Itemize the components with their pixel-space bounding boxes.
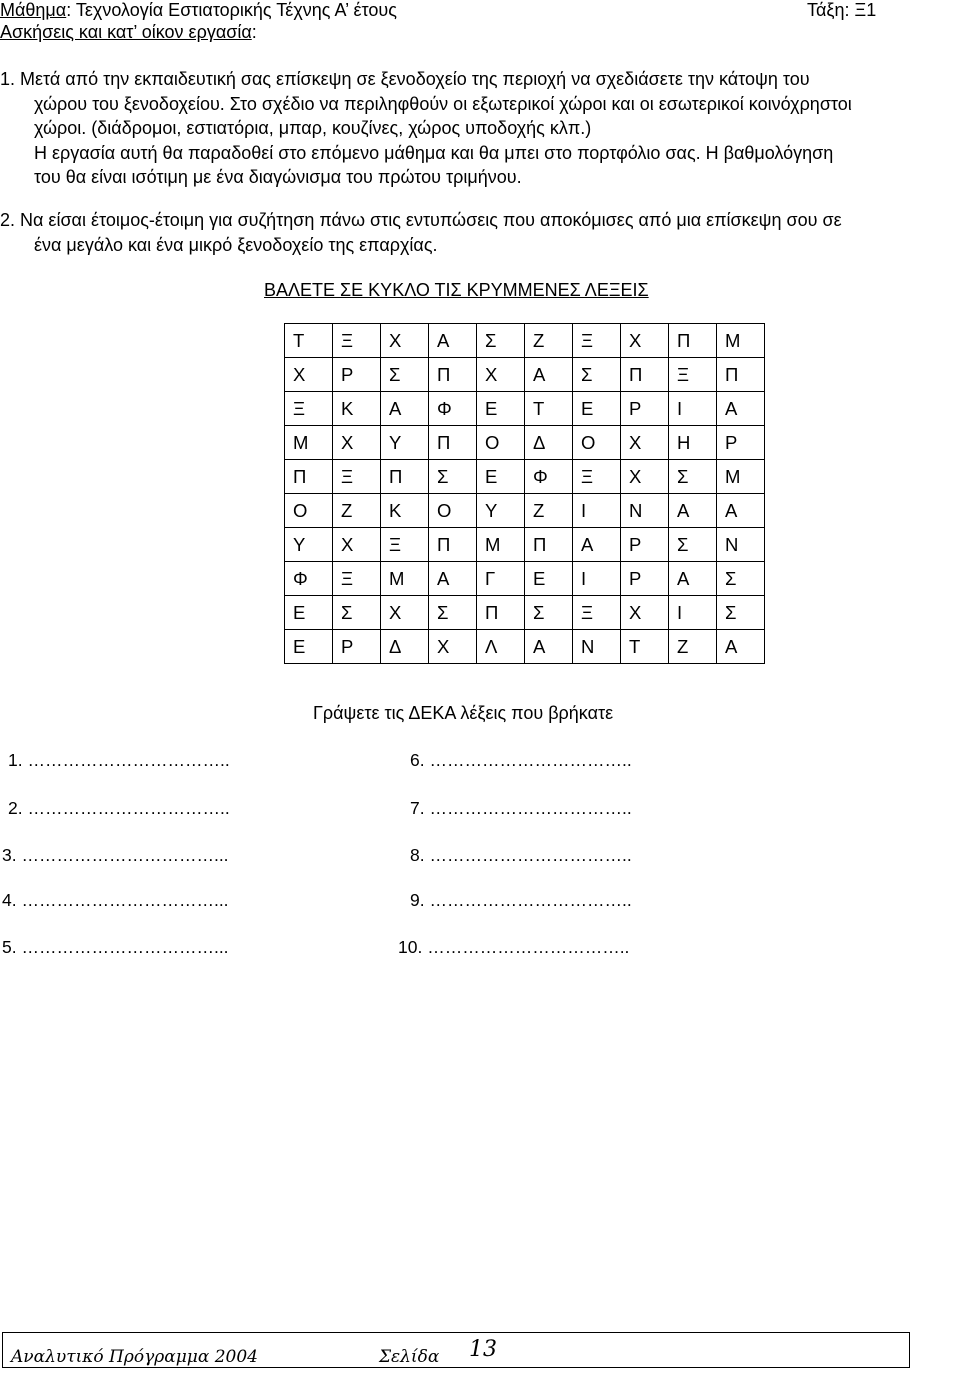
grid-cell[interactable]: Σ: [429, 460, 477, 494]
grid-cell[interactable]: Α: [669, 494, 717, 528]
grid-cell[interactable]: Ε: [573, 392, 621, 426]
exercise-1: [0, 67, 960, 190]
grid-cell[interactable]: Ι: [573, 562, 621, 596]
page-footer: [2, 1332, 910, 1368]
grid-cell[interactable]: Χ: [621, 324, 669, 358]
answer-line-7: 7. ……………………………..: [410, 798, 632, 818]
grid-cell[interactable]: Μ: [717, 460, 765, 494]
grid-cell[interactable]: Σ: [669, 460, 717, 494]
answer-line-9: 9. ……………………………..: [410, 890, 632, 910]
homework-colon: :: [251, 22, 257, 42]
answer-line-2: 2. ……………………………..: [8, 798, 230, 818]
grid-cell[interactable]: Μ: [717, 324, 765, 358]
grid-cell[interactable]: Χ: [285, 358, 333, 392]
exercise-2-line: ένα μεγάλο και ένα μικρό ξενοδοχείο της επαρχίας.: [34, 234, 438, 255]
grid-cell[interactable]: Π: [621, 358, 669, 392]
grid-cell[interactable]: Ρ: [333, 630, 381, 664]
grid-cell[interactable]: Ν: [621, 494, 669, 528]
grid-cell[interactable]: Ξ: [573, 596, 621, 630]
grid-cell[interactable]: Ξ: [573, 324, 621, 358]
answer-line-4: 4. ……………………………...: [2, 890, 229, 910]
grid-cell[interactable]: Χ: [621, 426, 669, 460]
exercise-1-line: του θα είναι ισότιμη με ένα διαγώνισμα του πρώτου τριμήνου.: [34, 167, 522, 187]
grid-row: [285, 528, 765, 562]
grid-cell[interactable]: Α: [717, 494, 765, 528]
grid-cell[interactable]: Π: [381, 460, 429, 494]
grid-cell[interactable]: Δ: [381, 630, 429, 664]
grid-cell[interactable]: Ρ: [717, 426, 765, 460]
grid-cell[interactable]: Χ: [333, 426, 381, 460]
grid-cell[interactable]: Ο: [477, 426, 525, 460]
grid-cell[interactable]: Ε: [477, 460, 525, 494]
grid-cell[interactable]: Χ: [333, 528, 381, 562]
grid-cell[interactable]: Ε: [525, 562, 573, 596]
grid-cell[interactable]: Υ: [381, 426, 429, 460]
grid-cell[interactable]: Υ: [477, 494, 525, 528]
grid-cell[interactable]: Χ: [429, 630, 477, 664]
grid-row: [285, 596, 765, 630]
grid-cell[interactable]: Χ: [381, 324, 429, 358]
grid-cell[interactable]: Μ: [477, 528, 525, 562]
answers-prompt: Γράψετε τις ΔΕΚΑ λέξεις που βρήκατε: [313, 703, 614, 723]
grid-cell[interactable]: Σ: [669, 528, 717, 562]
grid-cell[interactable]: Ζ: [669, 630, 717, 664]
homework-label: Ασκήσεις και κατ’ οίκον εργασία: [0, 22, 252, 42]
grid-cell[interactable]: Φ: [525, 460, 573, 494]
grid-cell[interactable]: Κ: [333, 392, 381, 426]
grid-cell[interactable]: Σ: [477, 324, 525, 358]
grid-cell[interactable]: Ζ: [525, 324, 573, 358]
grid-cell[interactable]: Ξ: [285, 392, 333, 426]
subject-value: : Τεχνολογία Εστιατορικής Τέχνης Α’ έτους: [66, 0, 397, 20]
grid-cell[interactable]: Ξ: [669, 358, 717, 392]
exercise-1-line: Η εργασία αυτή θα παραδοθεί στο επόμενο μάθημα και θα μπει στο πορτφόλιο σας. Η βαθμολόγηση: [34, 142, 834, 163]
grid-row: [285, 392, 765, 426]
grid-cell[interactable]: Κ: [381, 494, 429, 528]
grid-row: [285, 494, 765, 528]
grid-cell[interactable]: Ν: [717, 528, 765, 562]
subject-label: Μάθημα: [0, 0, 67, 20]
exercise-2: [0, 208, 960, 257]
grid-cell[interactable]: Ρ: [621, 562, 669, 596]
grid-cell[interactable]: Π: [429, 358, 477, 392]
grid-cell[interactable]: Ζ: [333, 494, 381, 528]
footer-page-number: 13: [469, 1337, 497, 1362]
grid-cell[interactable]: Α: [669, 562, 717, 596]
answer-line-3: 3. ……………………………...: [2, 845, 229, 865]
grid-cell[interactable]: Ι: [573, 494, 621, 528]
grid-cell[interactable]: Α: [429, 324, 477, 358]
grid-cell[interactable]: Ν: [573, 630, 621, 664]
subject-line: [0, 0, 397, 21]
grid-cell[interactable]: Χ: [477, 358, 525, 392]
grid-cell[interactable]: Π: [525, 528, 573, 562]
answer-line-10: 10. ……………………………..: [398, 937, 630, 957]
grid-cell[interactable]: Π: [717, 358, 765, 392]
class-label: Τάξη: Ξ1: [807, 0, 877, 20]
grid-row: [285, 630, 765, 664]
grid-cell[interactable]: Ρ: [621, 528, 669, 562]
exercise-1-line: χώρου του ξενοδοχείου. Στο σχέδιο να περιληφθούν οι εξωτερικοί χώροι και οι εσωτερικοί κοινόχρηστοι: [34, 93, 852, 114]
answer-line-8: 8. ……………………………..: [410, 845, 632, 865]
grid-row: [285, 358, 765, 392]
grid-cell[interactable]: Ο: [573, 426, 621, 460]
grid-cell[interactable]: Ρ: [621, 392, 669, 426]
answer-line-1: 1. ……………………………..: [8, 750, 230, 770]
footer-document-title: Αναλυτικό Πρόγραμμα 2004: [11, 1347, 258, 1367]
grid-cell[interactable]: Ο: [429, 494, 477, 528]
grid-cell[interactable]: Ι: [669, 596, 717, 630]
grid-cell[interactable]: Φ: [429, 392, 477, 426]
grid-cell[interactable]: Α: [717, 630, 765, 664]
grid-row: [285, 460, 765, 494]
exercise-2-line: 2. Να είσαι έτοιμος-έτοιμη για συζήτηση πάνω στις εντυπώσεις που αποκόμισες από μια επίσκεψη σου σε: [0, 210, 842, 230]
grid-cell[interactable]: Ο: [285, 494, 333, 528]
grid-cell[interactable]: Ε: [285, 630, 333, 664]
grid-cell[interactable]: Φ: [285, 562, 333, 596]
grid-cell[interactable]: Α: [573, 528, 621, 562]
grid-row: [285, 562, 765, 596]
grid-cell[interactable]: Λ: [477, 630, 525, 664]
grid-cell[interactable]: Χ: [381, 596, 429, 630]
grid-cell[interactable]: Α: [717, 392, 765, 426]
grid-cell[interactable]: Ε: [285, 596, 333, 630]
grid-cell[interactable]: Ρ: [333, 358, 381, 392]
grid-cell[interactable]: Τ: [285, 324, 333, 358]
grid-cell[interactable]: Η: [669, 426, 717, 460]
grid-cell[interactable]: Π: [669, 324, 717, 358]
grid-cell[interactable]: Τ: [525, 392, 573, 426]
grid-row: [285, 426, 765, 460]
answer-line-5: 5. ……………………………...: [2, 937, 229, 957]
grid-cell[interactable]: Π: [285, 460, 333, 494]
grid-cell[interactable]: Χ: [621, 460, 669, 494]
grid-cell[interactable]: Α: [381, 392, 429, 426]
grid-cell[interactable]: Ξ: [333, 460, 381, 494]
grid-cell[interactable]: Ξ: [333, 562, 381, 596]
grid-cell[interactable]: Ε: [477, 392, 525, 426]
grid-cell[interactable]: Ξ: [333, 324, 381, 358]
grid-cell[interactable]: Α: [525, 630, 573, 664]
grid-cell[interactable]: Π: [477, 596, 525, 630]
wordsearch-title: ΒΑΛΕΤΕ ΣΕ ΚΥΚΛΟ ΤΙΣ ΚΡΥΜΜΕΝΕΣ ΛΕΞΕΙΣ: [264, 280, 649, 300]
grid-row: [285, 324, 765, 358]
grid-cell[interactable]: Σ: [525, 596, 573, 630]
grid-cell[interactable]: Δ: [525, 426, 573, 460]
answer-line-6: 6. ……………………………..: [410, 750, 632, 770]
grid-cell[interactable]: Π: [429, 528, 477, 562]
grid-cell[interactable]: Α: [525, 358, 573, 392]
exercise-1-line: 1. Μετά από την εκπαιδευτική σας επίσκεψη σε ξενοδοχείο της περιοχή να σχεδιάσετε την κάτοψη του: [0, 69, 810, 89]
grid-cell[interactable]: Γ: [477, 562, 525, 596]
grid-cell[interactable]: Τ: [621, 630, 669, 664]
grid-cell[interactable]: Σ: [333, 596, 381, 630]
grid-cell[interactable]: Υ: [285, 528, 333, 562]
homework-line: [0, 22, 257, 43]
grid-cell[interactable]: Π: [429, 426, 477, 460]
grid-cell[interactable]: Ξ: [573, 460, 621, 494]
grid-cell[interactable]: Σ: [429, 596, 477, 630]
grid-cell[interactable]: Ι: [669, 392, 717, 426]
wordsearch-grid: [284, 323, 765, 664]
grid-cell[interactable]: Σ: [573, 358, 621, 392]
grid-cell[interactable]: Σ: [381, 358, 429, 392]
grid-cell[interactable]: Χ: [621, 596, 669, 630]
grid-cell[interactable]: Σ: [717, 562, 765, 596]
grid-cell[interactable]: Σ: [717, 596, 765, 630]
exercise-1-line: χώροι. (διάδρομοι, εστιατόρια, μπαρ, κουζίνες, χώρος υποδοχής κλπ.): [34, 118, 592, 138]
grid-cell[interactable]: Ξ: [381, 528, 429, 562]
footer-page-label: Σελίδα: [379, 1347, 440, 1367]
grid-cell[interactable]: Α: [429, 562, 477, 596]
grid-cell[interactable]: Μ: [381, 562, 429, 596]
grid-cell[interactable]: Ζ: [525, 494, 573, 528]
grid-cell[interactable]: Μ: [285, 426, 333, 460]
